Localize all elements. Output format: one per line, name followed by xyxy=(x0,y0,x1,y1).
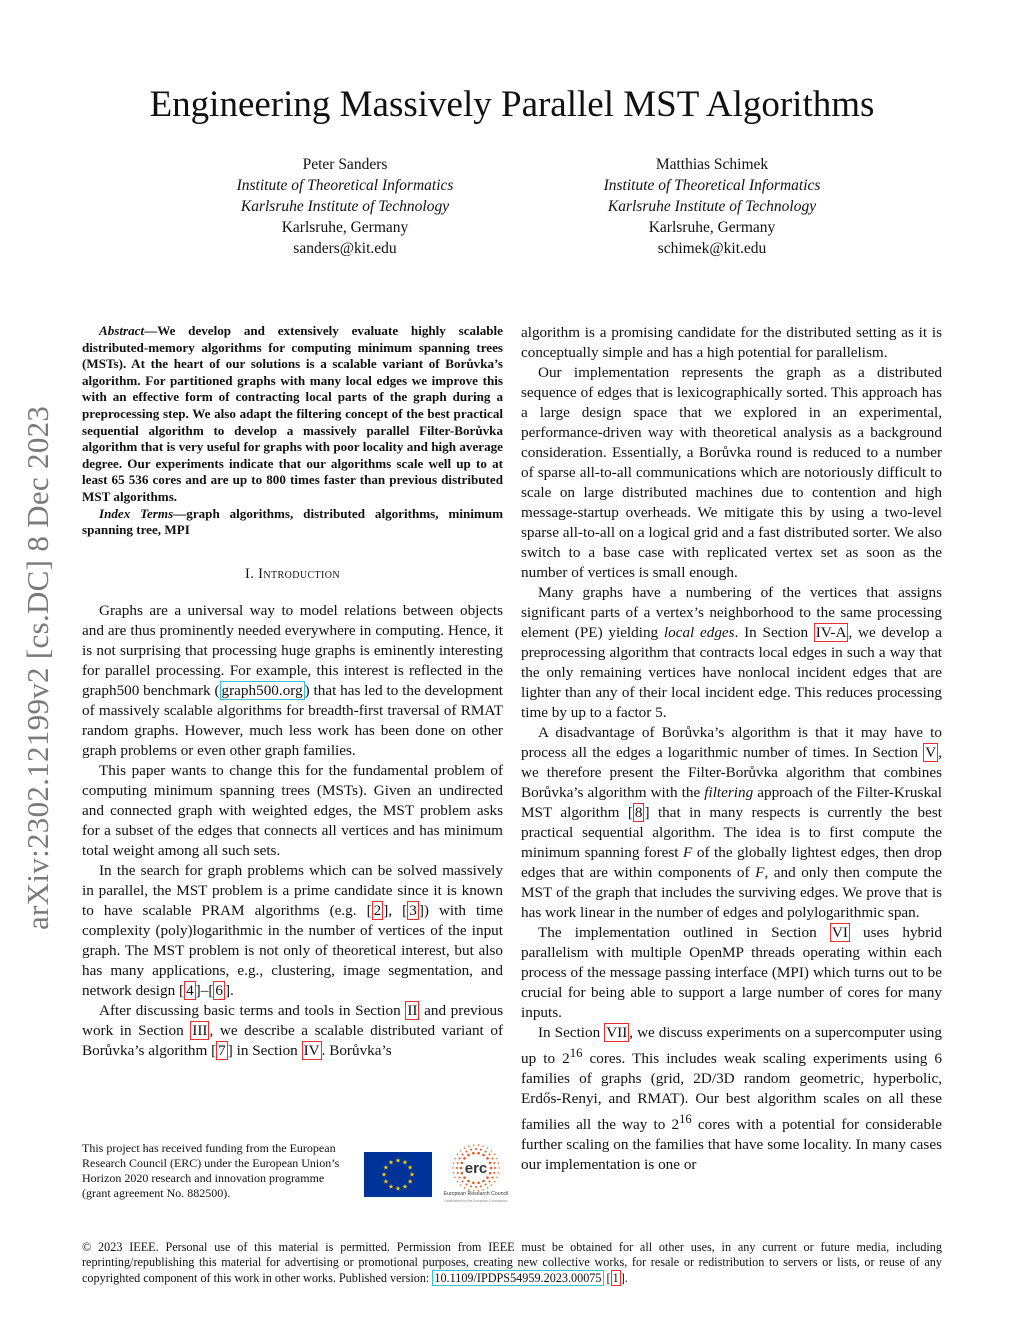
superscript: 16 xyxy=(569,1046,583,1060)
erc-dot xyxy=(489,1162,492,1165)
author-institute: Institute of Theoretical Informatics xyxy=(236,177,454,194)
paragraph xyxy=(521,923,942,1023)
section-link[interactable]: IV xyxy=(303,1041,320,1059)
erc-dot xyxy=(482,1154,485,1157)
erc-dot xyxy=(473,1144,474,1145)
erc-dot xyxy=(467,1180,470,1183)
section-link[interactable]: III xyxy=(192,1021,208,1039)
text-run: The implementation outlined in Section xyxy=(538,924,830,941)
text-run: A disadvantage of Borůvka’s algorithm is that it may have to process all the edges a logarithmic number of times. In Section xyxy=(521,724,942,761)
erc-dot xyxy=(459,1158,461,1160)
index-terms-label: Index Terms xyxy=(99,505,174,521)
text-run: . In Section xyxy=(734,624,814,641)
section-link[interactable]: VII xyxy=(606,1024,628,1041)
erc-logo-text: erc xyxy=(464,1160,488,1177)
erc-dot xyxy=(485,1151,487,1153)
paragraph xyxy=(521,1023,942,1175)
funding-footnote: This project has received funding from the European Research Council (ERC) under the European Union’s Horizon 2020 research and innovation programme (grant agreement No. 882500). xyxy=(82,1141,340,1200)
erc-dot xyxy=(457,1162,459,1164)
paragraph: algorithm is a promising candidate for the distributed setting as it is conceptually simple and has a high potential for parallelism. xyxy=(521,324,942,361)
erc-dot xyxy=(470,1185,472,1187)
index-terms xyxy=(82,506,503,539)
arxiv-stamp: arXiv:2302.12199v2 [cs.DC] 8 Dec 2023 xyxy=(20,405,55,930)
erc-dot xyxy=(464,1187,465,1188)
erc-dot xyxy=(466,1151,468,1153)
erc-dot xyxy=(493,1172,495,1174)
erc-dot xyxy=(488,1180,490,1182)
erc-dot xyxy=(461,1172,464,1175)
copyright-notice: © 2023 IEEE. Personal use of this material is permitted. Permission from IEEE must be obtained for all other uses, in any current or future media, including reprinting/republishing this material for advertising or promotional purposes, creating new collective works, for resale or redistribution to servers or lists, or reuse of any copyrighted component of this work in other works. Published version: 10.1109/IPDPS54959.2023.00075 [ 1 ]. xyxy=(82,1240,942,1285)
erc-dot xyxy=(454,1158,455,1159)
paragraph: After discussing basic terms and tools in Section II and previous work in Section III , we describe a scalable distributed variant of Borůvka’s algorithm [ 7 ] in Section IV . Borůvka’s xyxy=(82,1001,503,1059)
text-run: that in many respects is currently the best practical sequential algorithm. The idea is to first compute the minimum spanning forest xyxy=(521,804,942,861)
text-run: ) that has led to the development of massively scalable algorithms for breadth-first traversal of RMAT random graphs. However, much less work has been done on other graph problems or even other graph families. xyxy=(82,681,504,759)
author-block xyxy=(180,154,510,259)
erc-logo-caption: European Research Council xyxy=(443,1191,509,1197)
text-run: in Section xyxy=(232,1041,302,1059)
erc-dot xyxy=(456,1167,458,1169)
erc-dot xyxy=(487,1187,488,1188)
text-run: cores. This includes weak scaling experiments using 6 families of graphs (grid, 2D/3D random geometric, hyperbolic, Erdős-Renyi, and RMAT). Our best algorithm scales on all these families all the way to 2 xyxy=(521,1050,942,1134)
math-symbol: F xyxy=(755,864,765,881)
erc-dot xyxy=(475,1186,477,1188)
citation-link[interactable]: 4 xyxy=(186,981,194,999)
section-link[interactable]: V xyxy=(925,744,937,761)
erc-dot xyxy=(472,1181,475,1184)
erc-dot xyxy=(478,1144,479,1145)
erc-dot xyxy=(491,1177,493,1179)
text-run: , and only then compute the MST of the graph that includes the surviving edges. We prove that is has work linear in the number of edges and polylogarithmic span. xyxy=(521,864,942,921)
erc-logo xyxy=(440,1144,518,1206)
erc-dot xyxy=(482,1145,483,1146)
erc-dot xyxy=(475,1148,477,1150)
graph500-link[interactable]: graph500.org xyxy=(221,681,303,699)
text-run: . xyxy=(624,1270,628,1285)
erc-dot xyxy=(460,1167,463,1170)
erc-dot xyxy=(491,1184,492,1185)
math-symbol: F xyxy=(683,844,693,861)
erc-dot xyxy=(460,1150,461,1151)
text-run: and previous work in Section xyxy=(82,1001,503,1039)
erc-dot xyxy=(480,1185,482,1187)
erc-dot xyxy=(491,1158,493,1160)
erc-dot xyxy=(472,1152,475,1155)
erc-dot xyxy=(457,1154,458,1155)
author-email[interactable]: sanders@kit.edu xyxy=(293,240,397,257)
erc-dot xyxy=(457,1172,459,1174)
author-block xyxy=(547,154,877,259)
author-location: Karlsruhe, Germany xyxy=(281,219,409,236)
text-run: , we discuss experiments on a supercomputer using up to 2 xyxy=(521,1024,942,1068)
erc-dot xyxy=(467,1154,470,1157)
erc-dot xyxy=(493,1162,495,1164)
index-terms-text: —graph algorithms, distributed algorithms, minimum spanning tree, MPI xyxy=(82,505,504,538)
erc-dot xyxy=(482,1180,485,1183)
paper-title: Engineering Massively Parallel MST Algorithms xyxy=(149,84,875,125)
text-run: , we describe a scalable distributed variant of Borůvka’s algorithm xyxy=(82,1021,503,1059)
erc-dot xyxy=(464,1147,465,1148)
text-run: approach of the Filter-Kruskal MST algorithm xyxy=(521,784,942,821)
citation-link[interactable]: 1 xyxy=(612,1270,619,1285)
author-university: Karlsruhe Institute of Technology xyxy=(607,198,817,215)
section-heading: I. Introduction xyxy=(245,565,340,582)
text-run: ) with time complexity (poly)logarithmic in the number of vertices of the input graph. The MST problem is not only of theoretical interest, but also has many applications, e.g., clustering, image segmentation, and network design xyxy=(82,901,503,999)
text-run: Graphs are a universal way to model relations between objects and are thus prominently needed everywhere in computing. Hence, it is not surprising that processing huge graphs is eminently interesting for parallel processing. For example, this interest is reflected in the graph500 benchmark ( xyxy=(82,601,503,699)
erc-dot xyxy=(452,1167,453,1168)
erc-dot xyxy=(453,1172,454,1173)
erc-dot xyxy=(461,1162,464,1165)
text-run: uses hybrid parallelism with multiple OpenMP threads operating within each process of the message passing interface (MPI) which turns out to be crucial for being able to support a large number of cores for many inputs. xyxy=(521,924,943,1021)
abstract xyxy=(82,323,503,506)
author-location: Karlsruhe, Germany xyxy=(648,219,776,236)
citation-link[interactable]: 7 xyxy=(218,1041,226,1059)
abstract-label: Abstract xyxy=(99,323,145,338)
erc-dot xyxy=(466,1183,468,1185)
erc-dot xyxy=(491,1150,492,1151)
section-link[interactable]: IV-A xyxy=(815,624,847,641)
paragraph: Our implementation represents the graph as a distributed sequence of edges that is lexicographically sorted. This approach has a large design space that we explored in an experimental, performance-driven way with theoretical analysis as a background consideration. Essentially, a Borůvka round is reduced to a number of sparse all-to-all communications which are notoriously difficult to scale on large distributed machines due to contention and high message-startup overheads. We mitigate this by using a two-level sparse all-to-all on a logical grid and a fast distributed sorter. We also switch to a base case with replicated vertex set as soon as the number of vertices is small enough. xyxy=(521,364,942,581)
erc-dot xyxy=(489,1172,492,1175)
paragraph: A disadvantage of Borůvka’s algorithm is that it may have to process all the edges a logarithmic number of times. In Section V , we therefore present the Filter-Borůvka algorithm that combines Borůvka’s algorithm with the filtering approach of the Filter-Kruskal MST algorithm [ 8 ] that in many respects is currently the best practical sequential algorithm. The idea is to first compute the minimum spanning forest F of the globally lightest edges, then drop edges that are within components of F, and only then compute the MST of the graph that includes the surviving edges. We prove that is has work linear in the number of edges and polylogarithmic span. xyxy=(521,724,942,921)
author-name: Peter Sanders xyxy=(302,156,388,173)
erc-dot xyxy=(498,1167,499,1168)
erc-dot xyxy=(494,1181,495,1182)
text-run: © 2023 IEEE. Personal use of this material is permitted. Permission from IEEE must be obtained for all other uses, in any current or future media, including reprinting/republishing this material for advertising or promotional purposes, creating new collective works, for resale or redistribution to servers or lists, or reuse of any copyrighted component of this work in other works. Published version: xyxy=(82,1240,942,1285)
erc-dot xyxy=(470,1149,472,1151)
citation-link[interactable]: 2 xyxy=(373,901,382,919)
erc-dot xyxy=(454,1177,455,1178)
erc-dot xyxy=(459,1177,461,1179)
erc-dot xyxy=(494,1167,496,1169)
citation-link[interactable]: 6 xyxy=(215,981,223,999)
author-name: Matthias Schimek xyxy=(655,156,769,173)
erc-dot xyxy=(460,1184,461,1185)
section-link[interactable]: II xyxy=(407,1001,418,1019)
doi-link[interactable]: 10.1109/IPDPS54959.2023.00075 xyxy=(434,1270,602,1285)
erc-dot xyxy=(487,1147,488,1148)
text-run: . Borůvka’s xyxy=(321,1041,392,1059)
paragraph: This paper wants to change this for the fundamental problem of computing minimum spanning trees (MSTs). Given an undirected and connected graph with weighted edges, the MST problem asks for a subset of the edges that connects all vertices and has minimum total weight among all such sets. xyxy=(82,761,503,859)
superscript: 16 xyxy=(679,1112,692,1127)
text-run: Many graphs have a numbering of the vertices that assigns significant parts of a vertex’s neighborhood to the same processing element (PE) yielding xyxy=(521,584,942,641)
text-run: cores with a potential for considerable further scaling on the families that have some locality. In many cases our implementation is one or xyxy=(521,1116,942,1174)
erc-dot xyxy=(453,1163,454,1164)
text-run: of the globally lightest edges, then drop edges that are within components of xyxy=(521,844,942,881)
erc-logo-subcaption: Established by the European Commission xyxy=(444,1199,508,1203)
text-run: , we develop a preprocessing algorithm that contracts local edges in such a way that the only remaining vertices have nonlocal incident edges that are lighter than any of their local incident edge. This reduces processing time by up to a factor 5. xyxy=(521,624,942,721)
text-run: In Section xyxy=(538,1024,605,1041)
emphasis: local edges xyxy=(663,624,735,641)
erc-dot xyxy=(496,1158,497,1159)
erc-dot xyxy=(462,1154,464,1156)
erc-dot xyxy=(494,1154,495,1155)
right-column xyxy=(521,323,942,1175)
section-link[interactable]: VI xyxy=(831,924,848,941)
author-university: Karlsruhe Institute of Technology xyxy=(240,198,450,215)
erc-dot xyxy=(468,1145,469,1146)
emphasis: filtering xyxy=(704,784,754,801)
erc-dot xyxy=(457,1181,458,1182)
erc-dot xyxy=(480,1149,482,1151)
erc-dot xyxy=(496,1177,497,1178)
abstract-text: —We develop and extensively evaluate highly scalable distributed-memory algorithms for computing minimum spanning trees (MSTs). At the heart of our solutions is a scalable variant of Borůvka’s algorithm. For partitioned graphs with many local edges we improve this with an effective form of contracting local parts of the graph during a preprocessing step. We also adapt the filtering concept of the best practical sequential algorithm to develop a massively parallel Filter-Borůvka algorithm that is very useful for graphs with poor locality and high average degree. Our experiments indicate that our algorithms scale well up to at least 65 536 cores and are up to 800 times faster than previous distributed MST algorithms. xyxy=(82,323,503,504)
citation-link[interactable]: 3 xyxy=(409,901,417,919)
paragraph xyxy=(521,583,942,723)
erc-dot xyxy=(485,1183,487,1185)
erc-dot xyxy=(477,1181,480,1184)
erc-dot xyxy=(488,1154,490,1156)
author-email[interactable]: schimek@kit.edu xyxy=(657,240,767,257)
erc-dot xyxy=(490,1167,493,1170)
text-run: , we therefore present the Filter-Borůvka algorithm that combines Borůvka’s algorithm with the xyxy=(521,744,942,801)
erc-dot xyxy=(462,1180,464,1182)
text-run: After discussing basic terms and tools in Section xyxy=(99,1001,406,1019)
author-institute: Institute of Theoretical Informatics xyxy=(603,177,821,194)
eu-flag-logo xyxy=(364,1152,432,1197)
erc-dot xyxy=(477,1152,480,1155)
paragraph: In the search for graph problems which can be solved massively in parallel, the MST problem is a prime candidate since it is known to have scalable PRAM algorithms (e.g. [ 2 ], [ 3 ]) with time complexity (poly)logarithmic in the number of vertices of the input graph. The MST problem is not only of theoretical interest, but also has many applications, e.g., clustering, image segmentation, and network design [ 4 ]–[ 6 ]. xyxy=(82,861,503,999)
left-column xyxy=(82,323,503,1061)
text-run: In the search for graph problems which can be solved massively in parallel, the MST problem is a prime candidate since it is known to have scalable PRAM algorithms (e.g. xyxy=(82,861,503,919)
paragraph xyxy=(82,601,503,761)
erc-dot xyxy=(498,1172,499,1173)
erc-dot xyxy=(498,1163,499,1164)
citation-link[interactable]: 8 xyxy=(634,804,643,821)
